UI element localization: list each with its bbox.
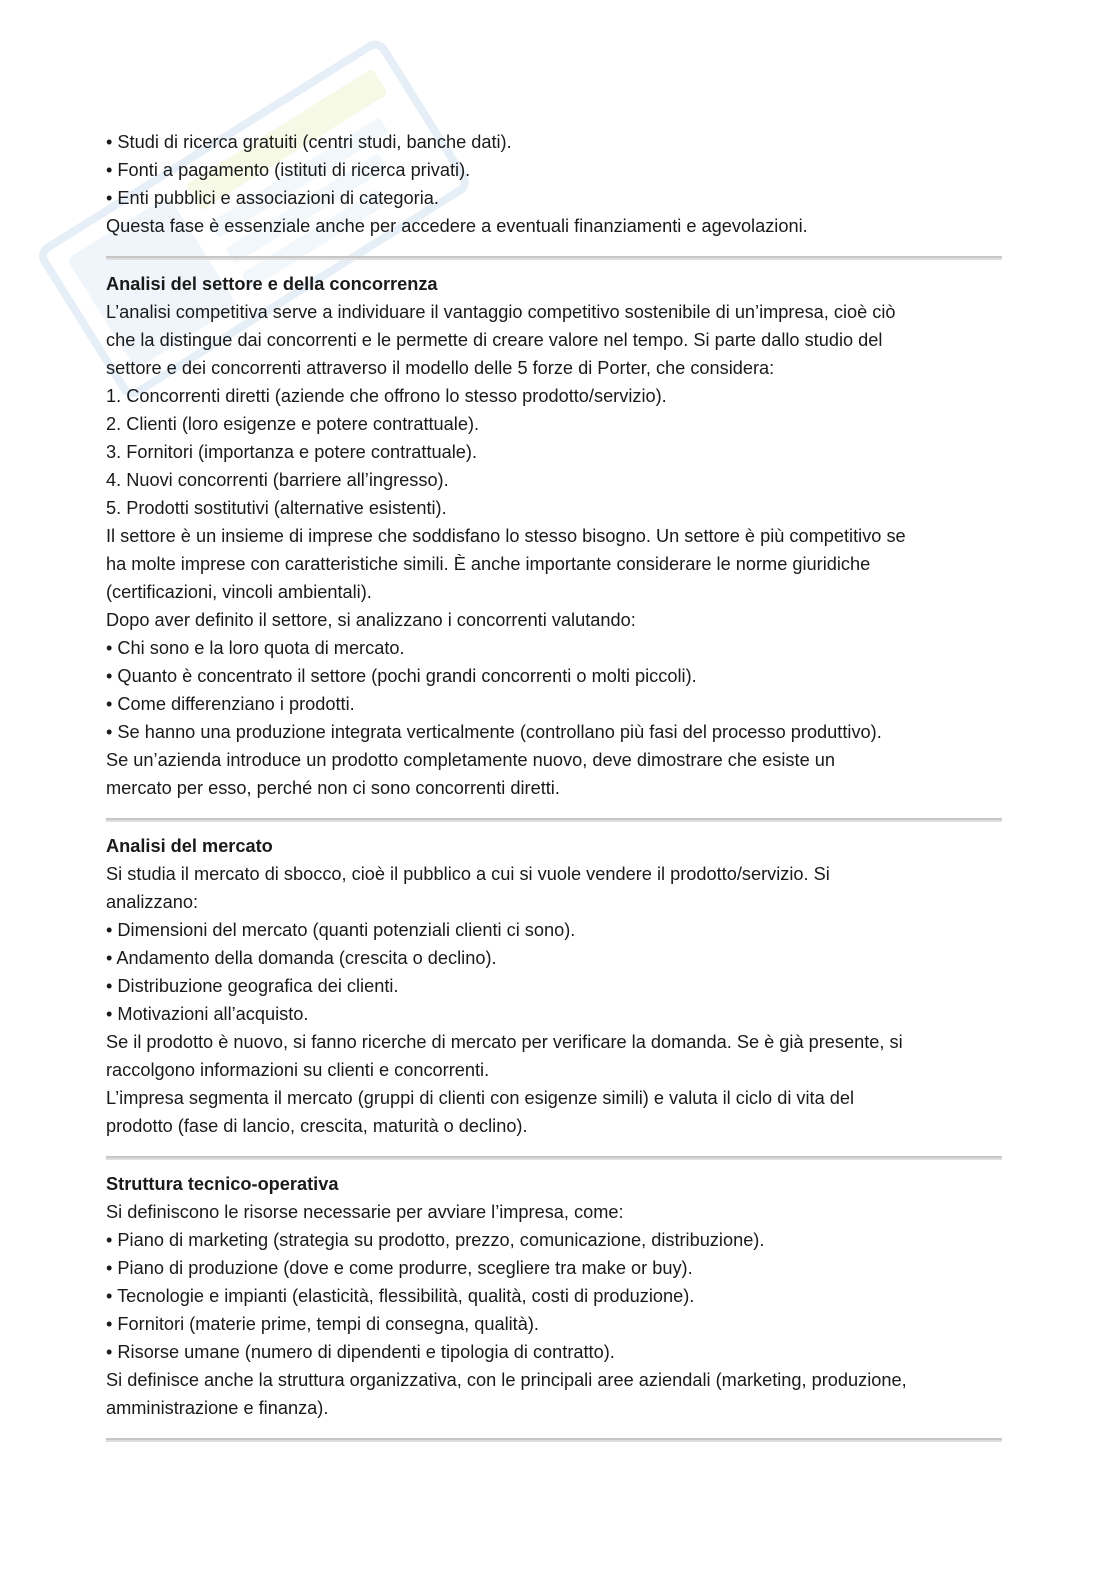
text-line: Dopo aver definito il settore, si analizzano i concorrenti valutando:: [106, 610, 636, 630]
text-line: prodotto (fase di lancio, crescita, maturità o declino).: [106, 1116, 528, 1136]
section-divider: [106, 818, 1002, 822]
text-line: Il settore è un insieme di imprese che soddisfano lo stesso bisogno. Un settore è più competitivo se: [106, 526, 906, 546]
text-line: amministrazione e finanza).: [106, 1398, 329, 1418]
text-line: mercato per esso, perché non ci sono concorrenti diretti.: [106, 778, 560, 798]
text-line: • Tecnologie e impianti (elasticità, flessibilità, qualità, costi di produzione).: [106, 1286, 695, 1306]
section-divider: [106, 1156, 1002, 1160]
text-line: • Piano di marketing (strategia su prodotto, prezzo, comunicazione, distribuzione).: [106, 1230, 765, 1250]
text-line: • Fornitori (materie prime, tempi di consegna, qualità).: [106, 1314, 539, 1334]
section-divider: [106, 1438, 1002, 1442]
text-line: (certificazioni, vincoli ambientali).: [106, 582, 372, 602]
text-line: Si studia il mercato di sbocco, cioè il pubblico a cui si vuole vendere il prodotto/servizio. Si: [106, 864, 830, 884]
section-heading: Analisi del settore e della concorrenza: [106, 274, 438, 294]
text-line: • Studi di ricerca gratuiti (centri studi, banche dati).: [106, 132, 512, 152]
text-line: • Se hanno una produzione integrata verticalmente (controllano più fasi del processo produttivo).: [106, 722, 882, 742]
section-heading: Struttura tecnico-operativa: [106, 1174, 339, 1194]
text-line: 5. Prodotti sostitutivi (alternative esistenti).: [106, 498, 447, 518]
text-line: • Fonti a pagamento (istituti di ricerca privati).: [106, 160, 471, 180]
text-line: • Piano di produzione (dove e come produrre, scegliere tra make or buy).: [106, 1258, 693, 1278]
section-divider: [106, 256, 1002, 260]
section: [106, 832, 1002, 1160]
text-line: 2. Clienti (loro esigenze e potere contrattuale).: [106, 414, 480, 434]
text-line: ha molte imprese con caratteristiche simili. È anche importante considerare le norme giuridiche: [106, 554, 871, 574]
section: [106, 128, 1002, 260]
text-line: 3. Fornitori (importanza e potere contrattuale).: [106, 442, 477, 462]
text-line: L’impresa segmenta il mercato (gruppi di clienti con esigenze simili) e valuta il ciclo di vita del: [106, 1088, 855, 1108]
document-body: [106, 128, 1002, 1452]
text-line: Se il prodotto è nuovo, si fanno ricerche di mercato per verificare la domanda. Se è già presente, si: [106, 1032, 903, 1052]
text-line: Si definiscono le risorse necessarie per avviare l’impresa, come:: [106, 1202, 624, 1222]
text-line: Si definisce anche la struttura organizzativa, con le principali aree aziendali (marketing, produzione,: [106, 1370, 907, 1390]
text-line: settore e dei concorrenti attraverso il modello delle 5 forze di Porter, che considera:: [106, 358, 775, 378]
text-line: • Come differenziano i prodotti.: [106, 694, 355, 714]
section-heading: Analisi del mercato: [106, 836, 273, 856]
text-line: 1. Concorrenti diretti (aziende che offrono lo stesso prodotto/servizio).: [106, 386, 667, 406]
section: [106, 270, 1002, 822]
text-line: che la distingue dai concorrenti e le permette di creare valore nel tempo. Si parte dallo studio del: [106, 330, 883, 350]
text-line: Questa fase è essenziale anche per accedere a eventuali finanziamenti e agevolazioni.: [106, 216, 808, 236]
text-line: raccolgono informazioni su clienti e concorrenti.: [106, 1060, 490, 1080]
text-line: • Risorse umane (numero di dipendenti e tipologia di contratto).: [106, 1342, 615, 1362]
text-line: • Quanto è concentrato il settore (pochi grandi concorrenti o molti piccoli).: [106, 666, 697, 686]
text-line: • Motivazioni all’acquisto.: [106, 1004, 309, 1024]
section: [106, 1170, 1002, 1442]
text-line: • Chi sono e la loro quota di mercato.: [106, 638, 405, 658]
text-line: • Enti pubblici e associazioni di categoria.: [106, 188, 439, 208]
text-line: 4. Nuovi concorrenti (barriere all’ingresso).: [106, 470, 449, 490]
text-line: Se un’azienda introduce un prodotto completamente nuovo, deve dimostrare che esiste un: [106, 750, 835, 770]
text-line: • Distribuzione geografica dei clienti.: [106, 976, 399, 996]
text-line: • Andamento della domanda (crescita o declino).: [106, 948, 497, 968]
text-line: analizzano:: [106, 892, 199, 912]
text-line: L’analisi competitiva serve a individuare il vantaggio competitivo sostenibile di un’impresa, cioè ciò: [106, 302, 896, 322]
text-line: • Dimensioni del mercato (quanti potenziali clienti ci sono).: [106, 920, 576, 940]
